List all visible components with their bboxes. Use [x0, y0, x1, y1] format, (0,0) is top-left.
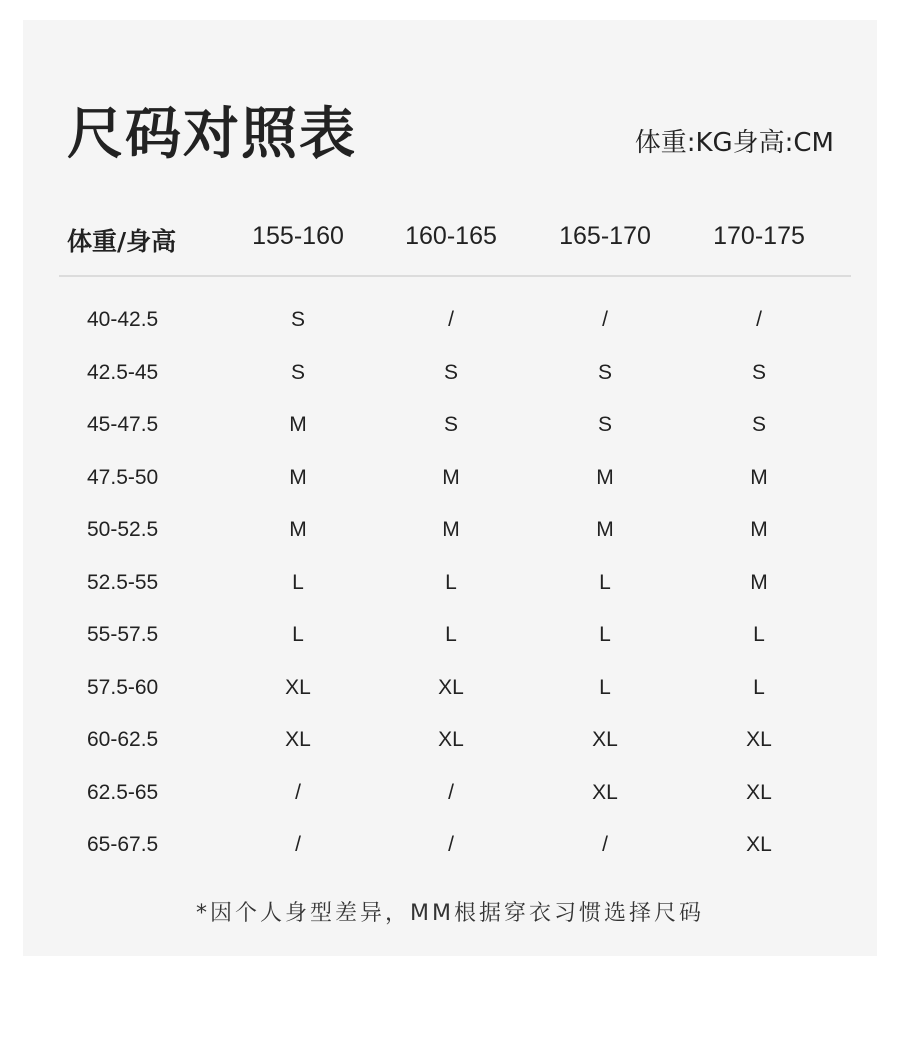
table-row	[23, 825, 877, 878]
size-cell: /	[448, 780, 454, 804]
size-cell: XL	[746, 833, 772, 856]
size-cell: M	[289, 465, 307, 489]
size-cell: L	[445, 570, 457, 594]
size-cell: L	[445, 623, 457, 646]
weight-range-cell: 42.5-45	[87, 360, 159, 384]
size-cell: L	[599, 623, 611, 646]
size-cell: L	[753, 623, 765, 646]
size-cell: M	[596, 465, 614, 489]
size-cell: M	[596, 518, 614, 541]
table-body	[23, 300, 877, 878]
size-cell: L	[599, 675, 611, 699]
size-cell: S	[597, 413, 612, 436]
weight-range-cell: 57.5-60	[87, 675, 159, 699]
size-cell: M	[750, 465, 768, 489]
size-cell: L	[292, 623, 304, 646]
size-cell: S	[597, 360, 612, 384]
size-cell: /	[602, 308, 608, 331]
weight-range-cell: 62.5-65	[87, 780, 159, 804]
weight-range-cell: 65-67.5	[87, 833, 159, 856]
footnote: *因个人身型差异，MM根据穿衣习惯选择尺码	[196, 901, 704, 926]
weight-range-cell: 52.5-55	[87, 570, 159, 594]
size-cell: /	[448, 833, 454, 856]
size-cell: M	[289, 518, 307, 541]
table-row	[23, 300, 877, 353]
size-cell: XL	[592, 728, 618, 751]
size-cell: S	[443, 413, 458, 436]
weight-range-cell: 40-42.5	[87, 308, 159, 331]
size-cell: S	[443, 360, 458, 384]
size-cell: M	[289, 413, 307, 436]
size-cell: XL	[438, 675, 464, 699]
header-divider	[59, 275, 851, 277]
table-row	[23, 615, 877, 668]
size-cell: M	[442, 518, 460, 541]
table-row	[23, 458, 877, 511]
size-cell: M	[750, 570, 768, 594]
header-height-range: 160-165	[405, 222, 497, 250]
size-cell: /	[602, 833, 608, 856]
table-row	[23, 720, 877, 773]
table-header	[23, 222, 877, 266]
header-height-range: 155-160	[252, 222, 344, 250]
size-chart-card	[23, 20, 877, 956]
weight-range-cell: 55-57.5	[87, 623, 159, 646]
page-title: 尺码对照表	[67, 102, 357, 167]
size-cell: S	[290, 360, 305, 384]
size-cell: XL	[285, 675, 311, 699]
header-height-range: 170-175	[713, 222, 805, 250]
size-cell: XL	[592, 780, 618, 804]
size-cell: M	[750, 518, 768, 541]
size-cell: L	[599, 570, 611, 594]
unit-note: 体重:KG身高:CM	[634, 128, 834, 158]
size-cell: S	[751, 413, 766, 436]
size-cell: /	[295, 780, 301, 804]
size-cell: /	[448, 308, 454, 331]
table-row	[23, 563, 877, 616]
size-cell: XL	[438, 728, 464, 751]
size-cell: /	[756, 308, 762, 331]
table-row	[23, 510, 877, 563]
size-cell: /	[295, 833, 301, 856]
size-cell: S	[751, 360, 766, 384]
size-cell: L	[753, 675, 765, 699]
weight-range-cell: 45-47.5	[87, 413, 159, 436]
table-row	[23, 668, 877, 721]
size-cell: XL	[285, 728, 311, 751]
size-cell: XL	[746, 728, 772, 751]
weight-range-cell: 47.5-50	[87, 465, 159, 489]
size-cell: S	[290, 308, 305, 331]
size-cell: L	[292, 570, 304, 594]
table-row	[23, 353, 877, 406]
header-weight-height: 体重/身高	[67, 227, 177, 256]
size-cell: M	[442, 465, 460, 489]
size-cell: XL	[746, 780, 772, 804]
header-height-range: 165-170	[559, 222, 651, 250]
table-row	[23, 405, 877, 458]
weight-range-cell: 60-62.5	[87, 728, 159, 751]
table-row	[23, 773, 877, 826]
weight-range-cell: 50-52.5	[87, 518, 159, 541]
